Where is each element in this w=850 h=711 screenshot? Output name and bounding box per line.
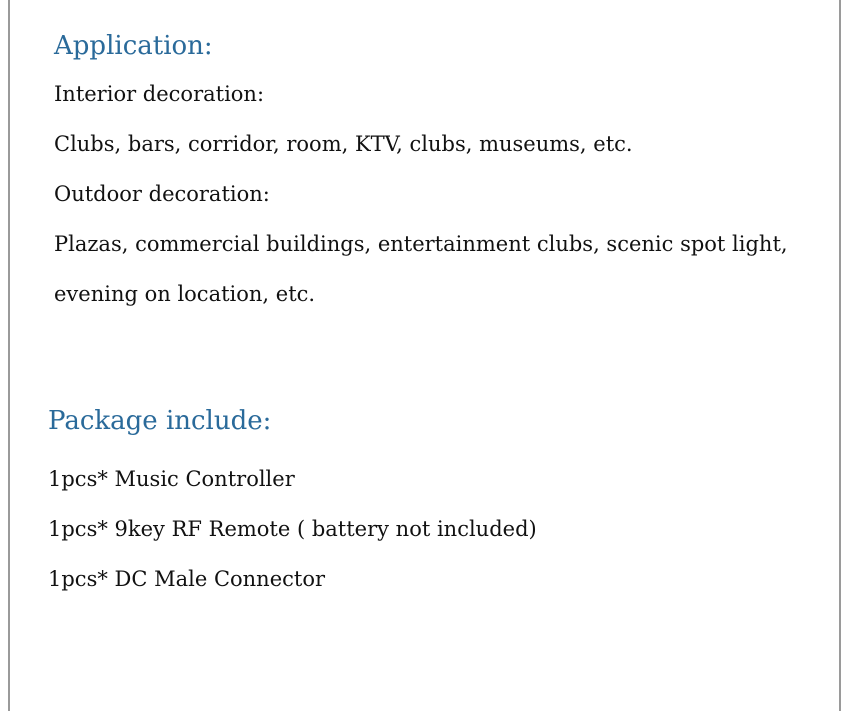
package-item: 1pcs* DC Male Connector: [48, 567, 326, 591]
interior-decoration-label: Interior decoration:: [54, 82, 265, 106]
left-border: [8, 0, 10, 711]
outdoor-decoration-text-cont: evening on location, etc.: [54, 282, 316, 306]
application-heading: Application:: [54, 31, 213, 61]
package-item: 1pcs* Music Controller: [48, 467, 295, 491]
outdoor-decoration-label: Outdoor decoration:: [54, 182, 270, 206]
right-border: [839, 0, 841, 711]
interior-decoration-text: Clubs, bars, corridor, room, KTV, clubs, museums, etc.: [54, 132, 633, 156]
package-heading: Package include:: [48, 406, 272, 436]
outdoor-decoration-text: Plazas, commercial buildings, entertainment clubs, scenic spot light,: [54, 232, 788, 256]
package-item: 1pcs* 9key RF Remote ( battery not included): [48, 517, 537, 541]
